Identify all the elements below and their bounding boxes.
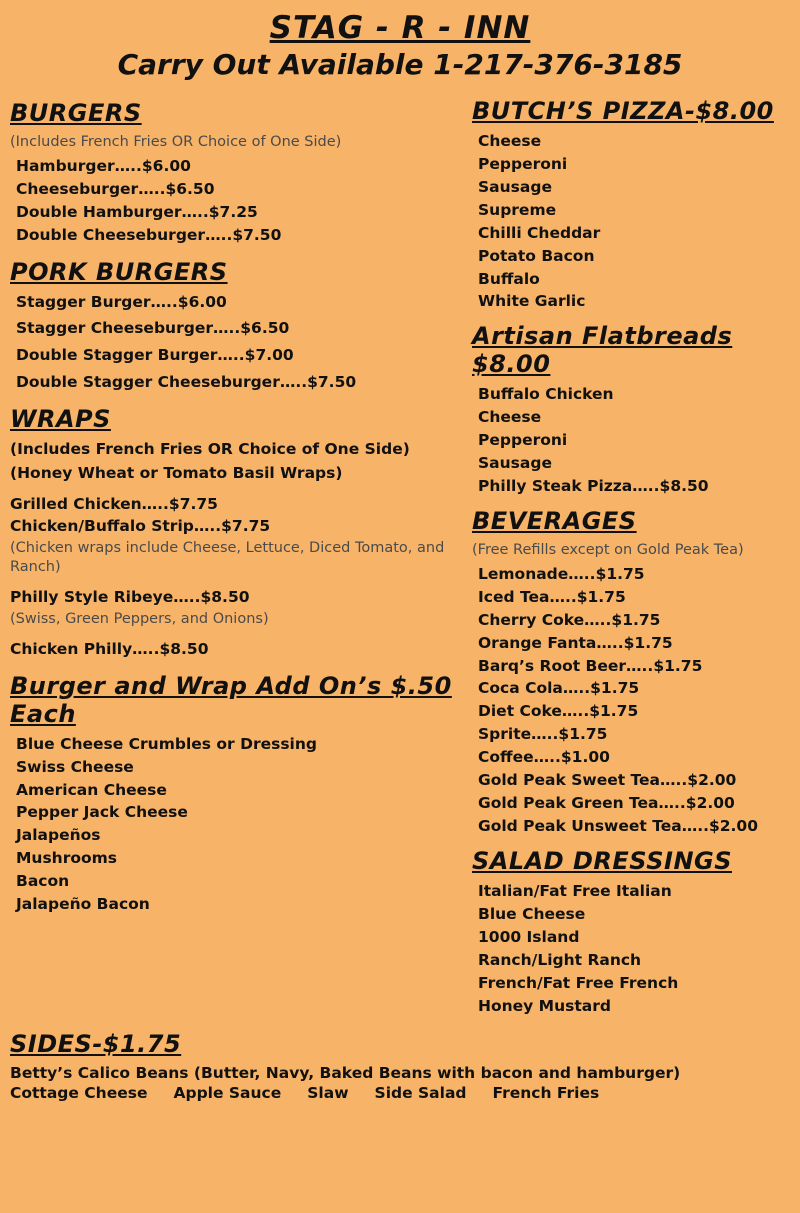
list-item: Hamburger…..$6.00 xyxy=(16,156,191,175)
list-item: Potato Bacon xyxy=(478,246,595,265)
list-item: Chilli Cheddar xyxy=(478,223,601,242)
left-column xyxy=(10,87,462,1018)
section-heading-beverages: BEVERAGES xyxy=(472,506,637,535)
pork-burgers-list xyxy=(10,292,462,394)
right-column xyxy=(472,87,790,1018)
list-item: Blue Cheese Crumbles or Dressing xyxy=(16,734,317,753)
list-item: Double Hamburger…..$7.25 xyxy=(16,202,258,221)
list-item: Stagger Cheeseburger…..$6.50 xyxy=(16,319,290,338)
list-item: Sausage xyxy=(478,454,552,473)
wraps-note-sides: (Includes French Fries OR Choice of One Side) xyxy=(10,440,410,459)
list-item: Chicken/Buffalo Strip…..$7.75 xyxy=(10,517,271,536)
list-item: Philly Style Ribeye…..$8.50 xyxy=(10,588,250,607)
list-item: Pepperoni xyxy=(478,154,568,173)
burgers-list xyxy=(10,156,462,246)
list-item: Double Stagger Burger…..$7.00 xyxy=(16,346,294,365)
list-item: Buffalo Chicken xyxy=(478,385,614,404)
list-item: Slaw xyxy=(307,1084,349,1103)
philly-note: (Swiss, Green Peppers, and Onions) xyxy=(10,610,269,627)
list-item: French/Fat Free French xyxy=(478,973,679,992)
list-item: Ranch/Light Ranch xyxy=(478,950,642,969)
list-item: Chicken Philly…..$8.50 xyxy=(10,639,209,658)
list-item: Mushrooms xyxy=(16,849,118,868)
list-item: White Garlic xyxy=(478,292,586,311)
list-item: Gold Peak Green Tea…..$2.00 xyxy=(478,794,735,813)
list-item: Pepperoni xyxy=(478,431,568,450)
list-item: Supreme xyxy=(478,200,557,219)
beverages-list xyxy=(472,564,790,837)
wraps-note-types: (Honey Wheat or Tomato Basil Wraps) xyxy=(10,464,343,483)
list-item: Sprite…..$1.75 xyxy=(478,725,608,744)
section-heading-sides: SIDES-$1.75 xyxy=(10,1030,182,1059)
list-item: Barq’s Root Beer…..$1.75 xyxy=(478,656,703,675)
list-item: Cottage Cheese xyxy=(10,1084,148,1103)
list-item: Sausage xyxy=(478,177,552,196)
list-item: Gold Peak Unsweet Tea…..$2.00 xyxy=(478,816,758,835)
sides-section xyxy=(10,1030,790,1102)
list-item: Swiss Cheese xyxy=(16,757,134,776)
pizza-list xyxy=(472,131,790,312)
list-item: Lemonade…..$1.75 xyxy=(478,564,645,583)
list-item: Coffee…..$1.00 xyxy=(478,748,610,767)
list-item: Grilled Chicken…..$7.75 xyxy=(10,494,218,513)
list-item: Orange Fanta…..$1.75 xyxy=(478,633,673,652)
list-item: Cheese xyxy=(478,132,542,150)
sides-calico-beans: Betty’s Calico Beans (Butter, Navy, Baked Beans with bacon and hamburger) xyxy=(10,1064,681,1083)
list-item: Bacon xyxy=(16,872,70,891)
list-item: Diet Coke…..$1.75 xyxy=(478,702,639,721)
list-item: Italian/Fat Free Italian xyxy=(478,881,672,900)
page-title: STAG - R - INN xyxy=(269,10,531,46)
menu-columns xyxy=(10,87,790,1018)
sides-row xyxy=(10,1084,790,1102)
list-item: Honey Mustard xyxy=(478,996,611,1015)
list-item: Jalapeño Bacon xyxy=(16,895,150,914)
list-item: Iced Tea…..$1.75 xyxy=(478,587,626,606)
list-item: Cherry Coke…..$1.75 xyxy=(478,610,661,629)
list-item: Double Stagger Cheeseburger…..$7.50 xyxy=(16,373,357,392)
list-item: Side Salad xyxy=(374,1084,467,1103)
section-heading-add-ons: Burger and Wrap Add On’s $.50 Each xyxy=(10,671,452,728)
list-item: Pepper Jack Cheese xyxy=(16,803,188,822)
section-heading-pork-burgers: PORK BURGERS xyxy=(10,257,228,286)
list-item: Buffalo xyxy=(478,269,540,288)
list-item: Cheeseburger…..$6.50 xyxy=(16,179,215,198)
list-item: 1000 Island xyxy=(478,927,580,946)
list-item: Stagger Burger…..$6.00 xyxy=(16,292,227,311)
section-heading-wraps: WRAPS xyxy=(10,405,111,434)
list-item: Jalapeños xyxy=(16,826,101,845)
list-item: Apple Sauce xyxy=(173,1084,282,1103)
flatbreads-list xyxy=(472,384,790,497)
section-heading-burgers: BURGERS xyxy=(10,99,142,127)
section-heading-pizza: BUTCH’S PIZZA-$8.00 xyxy=(472,97,774,125)
dressings-list xyxy=(472,881,790,1017)
list-item: American Cheese xyxy=(16,780,167,799)
list-item: Philly Steak Pizza…..$8.50 xyxy=(478,477,709,496)
list-item: Coca Cola…..$1.75 xyxy=(478,679,640,698)
list-item: Blue Cheese xyxy=(478,904,586,923)
list-item: Double Cheeseburger…..$7.50 xyxy=(16,225,282,244)
add-ons-list xyxy=(10,734,462,915)
list-item: Gold Peak Sweet Tea…..$2.00 xyxy=(478,771,737,790)
list-item: Cheese xyxy=(478,408,542,427)
list-item: French Fries xyxy=(492,1084,600,1103)
carry-out-subtitle: Carry Out Available 1-217-376-3185 xyxy=(117,48,683,81)
burgers-note: (Includes French Fries OR Choice of One Side) xyxy=(10,134,342,150)
section-heading-flatbreads: Artisan Flatbreads $8.00 xyxy=(472,322,733,379)
wraps-list xyxy=(10,494,462,538)
beverages-note: (Free Refills except on Gold Peak Tea) xyxy=(472,541,744,558)
section-heading-salad-dressings: SALAD DRESSINGS xyxy=(472,846,733,875)
wraps-note-includes: (Chicken wraps include Cheese, Lettuce, Diced Tomato, and Ranch) xyxy=(10,540,445,576)
